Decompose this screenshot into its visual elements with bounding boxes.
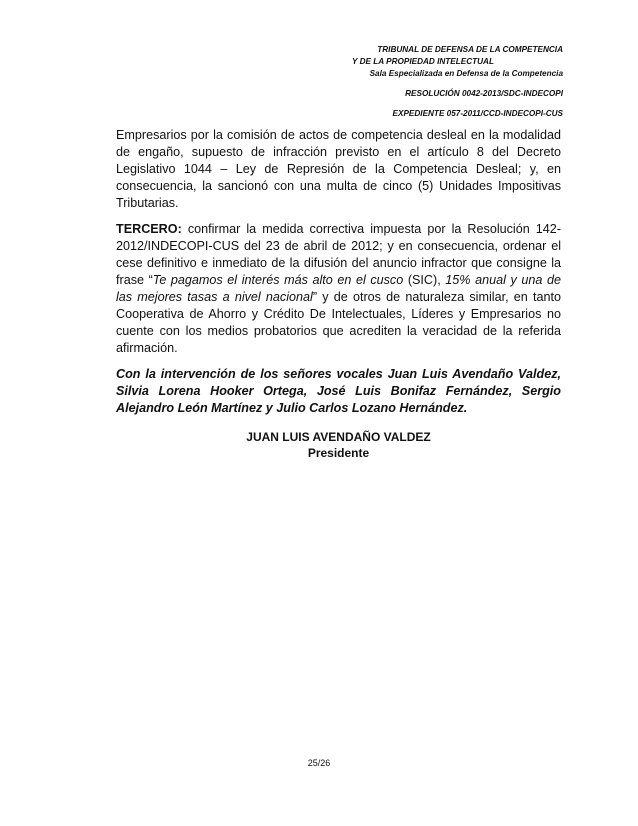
header-resolution-number: RESOLUCIÓN 0042-2013/SDC-INDECOPI: [405, 89, 563, 98]
signature-title: Presidente: [307, 446, 370, 460]
signature-block: [116, 429, 561, 461]
paragraph-vocales: Con la intervención de los señores vocales Juan Luis Avendaño Valdez, Silvia Lorena Hooker Ortega, José Luis Bonifaz Fernández, Sergio Alejandro León Martínez y Julio Carlos Lozano Hernández.: [116, 367, 561, 415]
tercero-text-c: ” y de otros de naturaleza similar, en tanto Cooperativa de Ahorro y Crédito De Intelectuales, Líderes y Empresarios no cuente con los medios probatorios que acrediten la veracidad de la referida afirmación.: [116, 290, 561, 355]
page-number: 25/26: [307, 758, 331, 768]
tercero-text-a: confirmar la medida correctiva impuesta por la Resolución 142-2012/INDECOPI-CUS del 23 de abril de 2012; y en consecuencia, ordenar el cese definitivo e inmediato de la difusión del anuncio infractor que consigne la frase “: [116, 222, 561, 287]
tercero-quote1: Te pagamos el interés más alto en el cusco: [152, 273, 404, 287]
header-expediente-number: EXPEDIENTE 057-2011/CCD-INDECOPI-CUS: [392, 109, 563, 118]
document-header: [243, 44, 563, 120]
tercero-label: TERCERO:: [116, 222, 182, 236]
paragraph-sanction: Empresarios por la comisión de actos de competencia desleal en la modalidad de engaño, supuesto de infracción previsto en el artículo 8 del Decreto Legislativo 1044 – Ley de Represión de la Competencia Desleal; y, en consecuencia, la sancionó con una multa de cinco (5) Unidades Impositivas Tributarias.: [116, 128, 561, 210]
signature-name: JUAN LUIS AVENDAÑO VALDEZ: [246, 430, 431, 444]
paragraph-tercero: [116, 221, 561, 357]
header-sala: Sala Especializada en Defensa de la Competencia: [369, 69, 563, 78]
header-tribunal-line1: TRIBUNAL DE DEFENSA DE LA COMPETENCIA: [377, 45, 563, 54]
tercero-text-b: (SIC),: [403, 273, 446, 287]
header-tribunal-line2: Y DE LA PROPIEDAD INTELECTUAL: [352, 57, 494, 66]
document-body: [116, 127, 561, 426]
tercero-quote2: 15% anual y una de las mejores tasas a nivel nacional: [116, 273, 561, 304]
